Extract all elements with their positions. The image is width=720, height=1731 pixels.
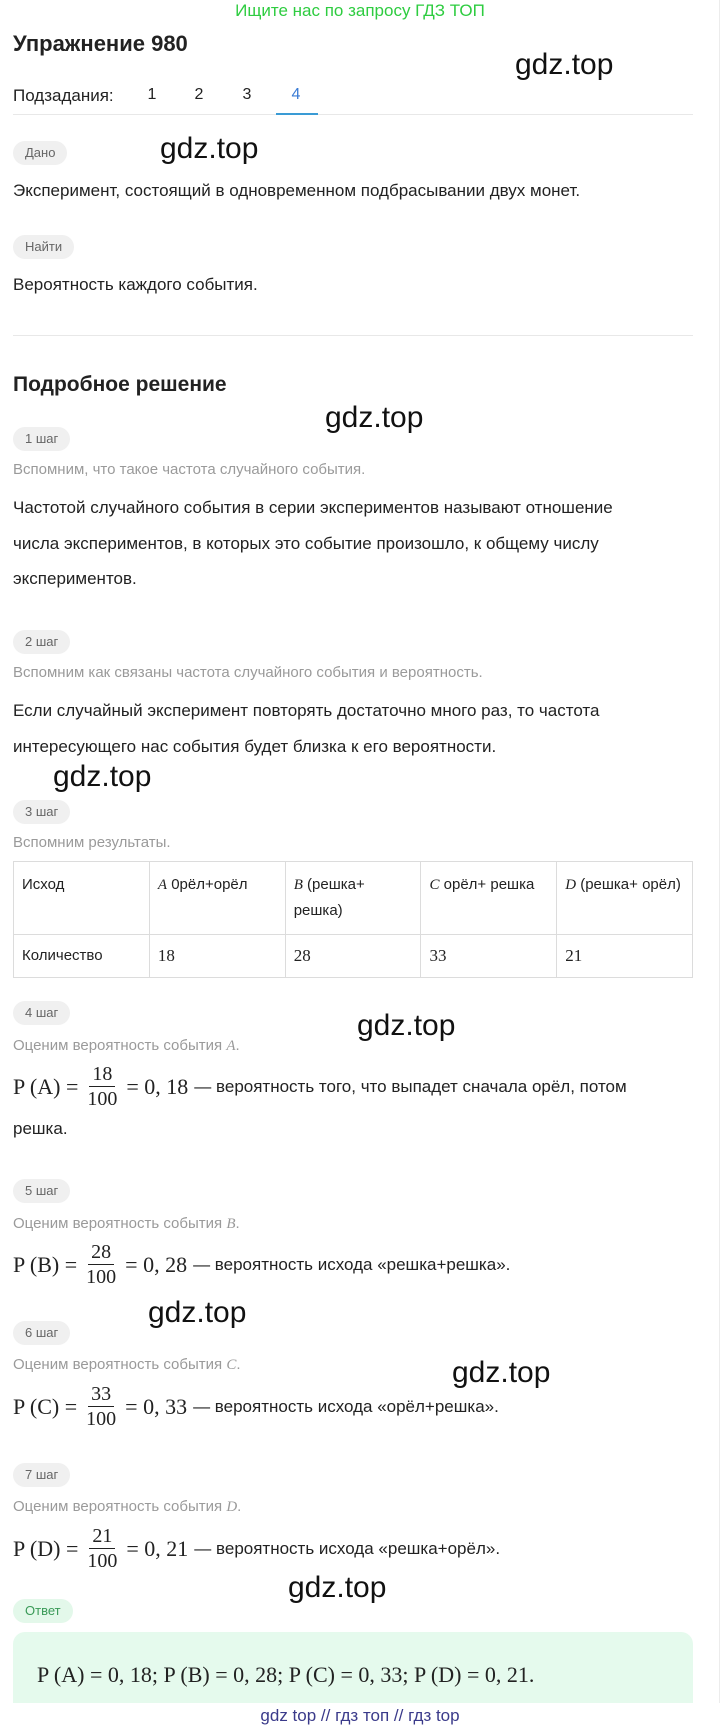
answer-text: P (A) = 0, 18; P (B) = 0, 28; P (C) = 0, 33; P (D) = 0, 21. xyxy=(37,1662,535,1687)
table-row xyxy=(14,935,693,978)
watermark: gdz.top xyxy=(357,1009,456,1042)
math-var: C xyxy=(429,877,440,893)
table-cell xyxy=(557,862,693,935)
fraction xyxy=(83,1240,119,1289)
hint-text: Оценим вероятность события xyxy=(13,1215,223,1232)
formula-lhs: P (A) = xyxy=(13,1073,79,1099)
math-var: C xyxy=(226,1357,237,1373)
table-cell xyxy=(421,862,557,935)
watermark: gdz.top xyxy=(325,401,424,434)
step-tag: 1 шаг xyxy=(13,427,70,451)
page-title: Упражнение 980 xyxy=(13,31,188,56)
fraction xyxy=(84,1524,120,1573)
step-hint: Оценим вероятность события C. xyxy=(13,1356,241,1373)
subtask-tab-4[interactable]: 4 xyxy=(291,86,301,103)
watermark: gdz.top xyxy=(515,48,614,81)
formula-text: — вероятность того, что выпадет сначала орёл, потом xyxy=(194,1076,627,1096)
formula xyxy=(13,1524,500,1573)
step-tag: 3 шаг xyxy=(13,800,70,824)
numerator: 21 xyxy=(89,1524,115,1549)
top-banner[interactable]: Ищите нас по запросу ГДЗ ТОП xyxy=(235,1,485,20)
watermark: gdz.top xyxy=(160,132,259,165)
step-text: интересующего нас события будет близка к его вероятности. xyxy=(13,737,497,756)
subtask-tab-3[interactable]: 3 xyxy=(242,86,252,103)
table-cell: 28 xyxy=(285,935,421,978)
fraction xyxy=(84,1062,120,1111)
subtasks-label: Подзадания: xyxy=(13,86,114,105)
step-tag: 7 шаг xyxy=(13,1463,70,1487)
table-cell: 33 xyxy=(421,935,557,978)
formula-rhs: = 0, 18 xyxy=(126,1073,189,1099)
active-tab-indicator xyxy=(276,113,318,115)
subtasks-bar xyxy=(13,83,693,115)
cell-text: орёл+ решка xyxy=(439,876,535,893)
formula-text: — вероятность исхода «решка+орёл». xyxy=(194,1538,501,1558)
step-tag: 5 шаг xyxy=(13,1179,70,1203)
formula-rhs: = 0, 28 xyxy=(125,1251,188,1277)
footer-links[interactable]: gdz top // гдз топ // гдз top xyxy=(0,1703,720,1731)
step-hint: Вспомним, что такое частота случайного события. xyxy=(13,461,366,478)
math-var: D xyxy=(226,1499,238,1515)
table-cell xyxy=(14,862,150,935)
find-text: Вероятность каждого события. xyxy=(13,275,258,294)
table-cell xyxy=(149,862,285,935)
math-var: A xyxy=(226,1038,236,1054)
hint-text: Оценим вероятность события xyxy=(13,1356,223,1373)
step-text: Если случайный эксперимент повторять достаточно много раз, то частота xyxy=(13,701,600,720)
table-cell: Количество xyxy=(14,935,150,978)
formula xyxy=(13,1382,499,1431)
cell-text: (решка+ орёл) xyxy=(576,876,681,893)
cell-text: (решка+ решка) xyxy=(293,876,365,919)
math-var: A xyxy=(157,877,168,893)
formula xyxy=(13,1062,627,1111)
math-var: B xyxy=(293,877,303,893)
hint-text: Оценим вероятность события xyxy=(13,1037,223,1054)
answer-tag: Ответ xyxy=(13,1599,73,1623)
step-hint: Оценим вероятность события B. xyxy=(13,1215,240,1232)
step-hint: Вспомним результаты. xyxy=(13,834,171,851)
given-tag: Дано xyxy=(13,141,67,165)
step-hint: Оценим вероятность события D. xyxy=(13,1498,242,1515)
denominator: 100 xyxy=(86,1408,117,1430)
formula-lhs: P (C) = xyxy=(13,1393,78,1419)
formula-rhs: = 0, 33 xyxy=(125,1393,188,1419)
cell-text: 0рёл+орёл xyxy=(167,876,248,893)
watermark: gdz.top xyxy=(148,1296,247,1329)
formula-rhs: = 0, 21 xyxy=(126,1535,189,1561)
given-text: Эксперимент, состоящий в одновременном подбрасывании двух монет. xyxy=(13,181,581,200)
numerator: 28 xyxy=(88,1240,114,1265)
watermark: gdz.top xyxy=(288,1571,387,1604)
step-text: Частотой случайного события в серии экспериментов называют отношение xyxy=(13,498,613,517)
denominator: 100 xyxy=(86,1266,117,1288)
formula-text: — вероятность исхода «орёл+решка». xyxy=(193,1396,499,1416)
step-hint: Оценим вероятность события A. xyxy=(13,1037,240,1054)
cell-text: Исход xyxy=(22,876,65,893)
numerator: 18 xyxy=(89,1062,115,1087)
denominator: 100 xyxy=(87,1088,118,1110)
formula-text: решка. xyxy=(13,1119,68,1138)
denominator: 100 xyxy=(87,1550,118,1572)
watermark: gdz.top xyxy=(53,760,152,793)
formula-lhs: P (B) = xyxy=(13,1251,78,1277)
math-var: D xyxy=(565,877,577,893)
subtask-tab-1[interactable]: 1 xyxy=(147,86,157,103)
table-row xyxy=(14,862,693,935)
results-table xyxy=(13,861,693,978)
table-cell xyxy=(285,862,421,935)
formula-text: — вероятность исхода «решка+решка». xyxy=(193,1254,511,1274)
formula xyxy=(13,1240,510,1289)
find-tag: Найти xyxy=(13,235,74,259)
table-cell: 21 xyxy=(557,935,693,978)
solution-title: Подробное решение xyxy=(13,373,227,396)
formula-lhs: P (D) = xyxy=(13,1535,79,1561)
subtask-tab-2[interactable]: 2 xyxy=(194,86,204,103)
fraction xyxy=(83,1382,119,1431)
divider xyxy=(13,335,693,336)
step-hint: Вспомним как связаны частота случайного события и вероятность. xyxy=(13,664,483,681)
step-tag: 6 шаг xyxy=(13,1321,70,1345)
hint-text: Оценим вероятность события xyxy=(13,1498,223,1515)
table-cell: 18 xyxy=(149,935,285,978)
step-text: экспериментов. xyxy=(13,569,137,588)
watermark: gdz.top xyxy=(452,1356,551,1389)
math-var: B xyxy=(226,1216,236,1232)
step-text: числа экспериментов, в которых это событие произошло, к общему числу xyxy=(13,534,599,553)
step-tag: 2 шаг xyxy=(13,630,70,654)
numerator: 33 xyxy=(88,1382,114,1407)
step-tag: 4 шаг xyxy=(13,1001,70,1025)
